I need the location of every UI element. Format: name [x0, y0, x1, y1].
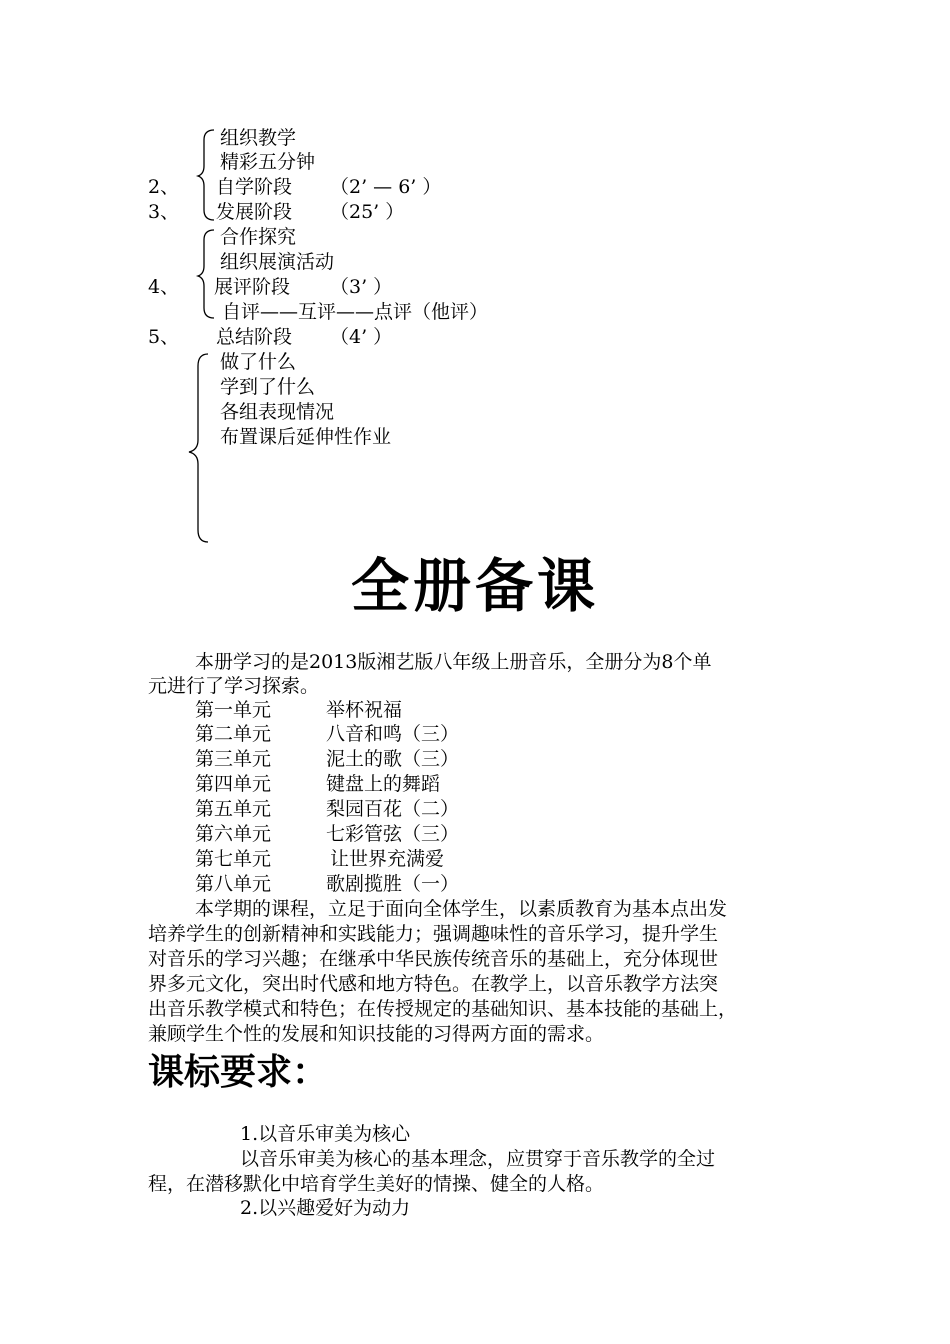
intro-line-1: 本册学习的是2013版湘艺版八年级上册音乐，全册分为8个单 — [195, 651, 712, 673]
outline-show-activity: 组织展演活动 — [220, 251, 335, 273]
course-line-3: 对音乐的学习兴趣；在继承中华民族传统音乐的基础上，充分体现世 — [148, 948, 719, 970]
intro-line-2: 元进行了学习探索。 — [148, 675, 320, 697]
brace-middle — [196, 228, 220, 320]
unit-3-title: 泥土的歌（三） — [326, 748, 460, 770]
standards-heading: 课标要求： — [148, 1051, 329, 1093]
outline-summary-4: 布置课后延伸性作业 — [220, 426, 392, 448]
outline-step4-number: 4、 — [148, 276, 180, 298]
unit-8-title: 歌剧揽胜（一） — [326, 873, 460, 895]
outline-step3-time: （25’ ） — [330, 201, 405, 223]
outline-step4-time: （3’ ） — [330, 276, 393, 298]
outline-evaluation: 自评——互评——点评（他评） — [222, 301, 489, 323]
outline-five-minutes: 精彩五分钟 — [220, 151, 316, 173]
outline-step3-label: 发展阶段 — [216, 201, 293, 223]
outline-cooperation: 合作探究 — [220, 226, 297, 248]
unit-6-title: 七彩管弦（三） — [326, 823, 460, 845]
outline-step2-label: 自学阶段 — [216, 176, 293, 198]
outline-step4-label: 展评阶段 — [214, 276, 291, 298]
page-title: 全册备课 — [350, 552, 599, 620]
course-line-5: 出音乐教学模式和特色；在传授规定的基础知识、基本技能的基础上， — [148, 998, 738, 1020]
unit-1-name: 第一单元 — [195, 699, 272, 721]
course-line-2: 培养学生的创新精神和实践能力；强调趣味性的音乐学习，提升学生 — [148, 923, 719, 945]
unit-7-title: 让世界充满爱 — [330, 848, 445, 870]
unit-1-title: 举杯祝福 — [326, 699, 403, 721]
standard-2-title: 2.以兴趣爱好为动力 — [240, 1197, 411, 1219]
unit-4-name: 第四单元 — [195, 773, 272, 795]
unit-2-name: 第二单元 — [195, 723, 272, 745]
course-line-1: 本学期的课程，立足于面向全体学生，以素质教育为基本点出发 — [195, 898, 728, 920]
outline-step5-time: （4’ ） — [330, 326, 393, 348]
standard-1-line-1: 以音乐审美为核心的基本理念，应贯穿于音乐教学的全过 — [240, 1148, 716, 1170]
unit-2-title: 八音和鸣（三） — [326, 723, 460, 745]
unit-7-name: 第七单元 — [195, 848, 272, 870]
course-line-4: 界多元文化，突出时代感和地方特色。在教学上，以音乐教学方法突 — [148, 973, 719, 995]
outline-step2-time: （2’ — 6’ ） — [330, 176, 442, 198]
outline-step3-number: 3、 — [148, 201, 180, 223]
brace-bottom — [186, 352, 212, 544]
unit-4-title: 键盘上的舞蹈 — [326, 773, 441, 795]
outline-step2-number: 2、 — [148, 176, 180, 198]
course-line-6: 兼顾学生个性的发展和知识技能的习得两方面的需求。 — [148, 1023, 605, 1045]
outline-teach-org: 组织教学 — [220, 127, 297, 149]
unit-5-title: 梨园百花（二） — [326, 798, 460, 820]
standard-1-line-2: 程，在潜移默化中培育学生美好的情操、健全的人格。 — [148, 1173, 605, 1195]
unit-3-name: 第三单元 — [195, 748, 272, 770]
outline-summary-3: 各组表现情况 — [220, 401, 335, 423]
unit-6-name: 第六单元 — [195, 823, 272, 845]
outline-summary-2: 学到了什么 — [220, 376, 316, 398]
outline-summary-1: 做了什么 — [220, 351, 297, 373]
standard-1-title: 1.以音乐审美为核心 — [240, 1123, 411, 1145]
outline-step5-number: 5、 — [148, 326, 180, 348]
unit-8-name: 第八单元 — [195, 873, 272, 895]
unit-5-name: 第五单元 — [195, 798, 272, 820]
outline-step5-label: 总结阶段 — [216, 326, 293, 348]
